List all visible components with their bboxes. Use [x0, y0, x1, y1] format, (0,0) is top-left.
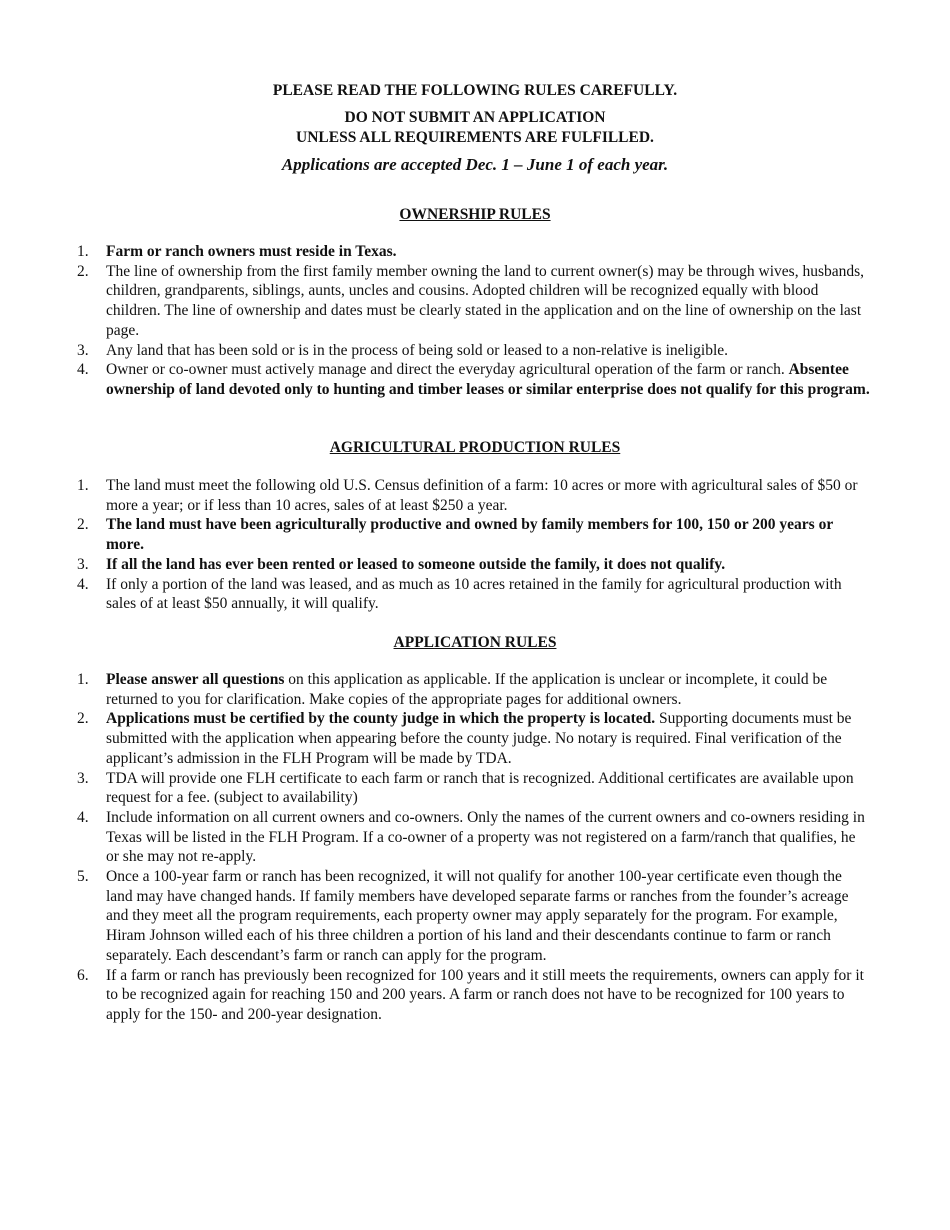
list-item: 1. The land must meet the following old U.S. Census definition of a farm: 10 acres or more with agricultural sales of $50 or more a year; or if less than 10 acres, sales of at least $250 a year.: [77, 477, 858, 514]
list-item: 6. If a farm or ranch has previously been recognized for 100 years and it still meets the requirements, owners can apply for it to be recognized again for reaching 150 and 200 years. A farm or ranch does not have to be recognized for 100 years to apply for the 150- and 200-year designation.: [77, 966, 864, 1023]
application-rules-title: APPLICATION RULES: [393, 634, 557, 651]
instruction-heading: PLEASE READ THE FOLLOWING RULES CAREFULLY.: [272, 82, 678, 99]
warning-heading-line1: DO NOT SUBMIT AN APPLICATION: [344, 109, 606, 126]
list-item: 4. If only a portion of the land was leased, and as much as 10 acres retained in the family for agricultural production with sales of at least $50 annually, it will qualify.: [77, 575, 842, 613]
application-rules-list: [0, 670, 950, 1025]
ownership-rules-title: OWNERSHIP RULES: [399, 206, 551, 223]
list-item: 2. The line of ownership from the first family member owning the land to current owner(s) may be through wives, husbands, children, grandparents, siblings, aunts, uncles and cousins. Adopted children will be recognized equally with blood children. The line of ownership and dates must be clearly stated in the application and on the line of ownership on the last page.: [77, 262, 865, 339]
agricultural-rules-title: AGRICULTURAL PRODUCTION RULES: [329, 439, 621, 456]
list-item: 3. Any land that has been sold or is in the process of being sold or leased to a non-relative is ineligible.: [77, 341, 729, 359]
application-dates: Applications are accepted Dec. 1 – June 1 of each year.: [281, 155, 669, 174]
warning-heading-line2: UNLESS ALL REQUIREMENTS ARE FULFILLED.: [296, 129, 654, 146]
ownership-rules-list: [0, 242, 950, 400]
list-item: 2. Applications must be certified by the county judge in which the property is located. Supporting documents must be submitted with the application when appearing before the county judge. No notary is required. Final verification of the applicant’s admission in the FLH Program will be made by TDA.: [77, 710, 852, 767]
list-item: 3. TDA will provide one FLH certificate to each farm or ranch that is recognized. Additional certificates are available upon request for a fee. (subject to availability): [77, 769, 854, 807]
list-item: 4. Include information on all current owners and co-owners. Only the names of the current owners and co-owners residing in Texas will be listed in the FLH Program. If a co-owner of a property was not registered on a farm/ranch that qualifies, he or she may not re-apply.: [77, 808, 865, 866]
list-item: 3. If all the land has ever been rented or leased to someone outside the family, it does not qualify.: [77, 555, 726, 573]
list-item: 1. Please answer all questions on this application as applicable. If the application is unclear or incomplete, it could be returned to you for clarification. Make copies of the appropriate pages for additional owners.: [77, 671, 828, 708]
list-item: 1. Farm or ranch owners must reside in Texas.: [77, 243, 397, 260]
list-item: 5. Once a 100-year farm or ranch has been recognized, it will not qualify for another 100-year certificate even though the land may have changed hands. If family members have developed separate farms or ranches from the founder’s acreage and they meet all the program requirements, each property owner may apply separately for the program. For example, Hiram Johnson willed each of his three children a portion of his land and their descendants continue to farm or ranch separately. Each descendant’s farm or ranch can apply for the program.: [77, 868, 849, 964]
list-item: 4. Owner or co-owner must actively manage and direct the everyday agricultural operation of the farm or ranch. Absentee ownership of land devoted only to hunting and timber leases or similar enterprise does not qualify for this program.: [77, 361, 870, 398]
agricultural-rules-list: [0, 476, 950, 614]
list-item: 2. The land must have been agriculturally productive and owned by family members for 100, 150 or 200 years or more.: [77, 516, 833, 554]
